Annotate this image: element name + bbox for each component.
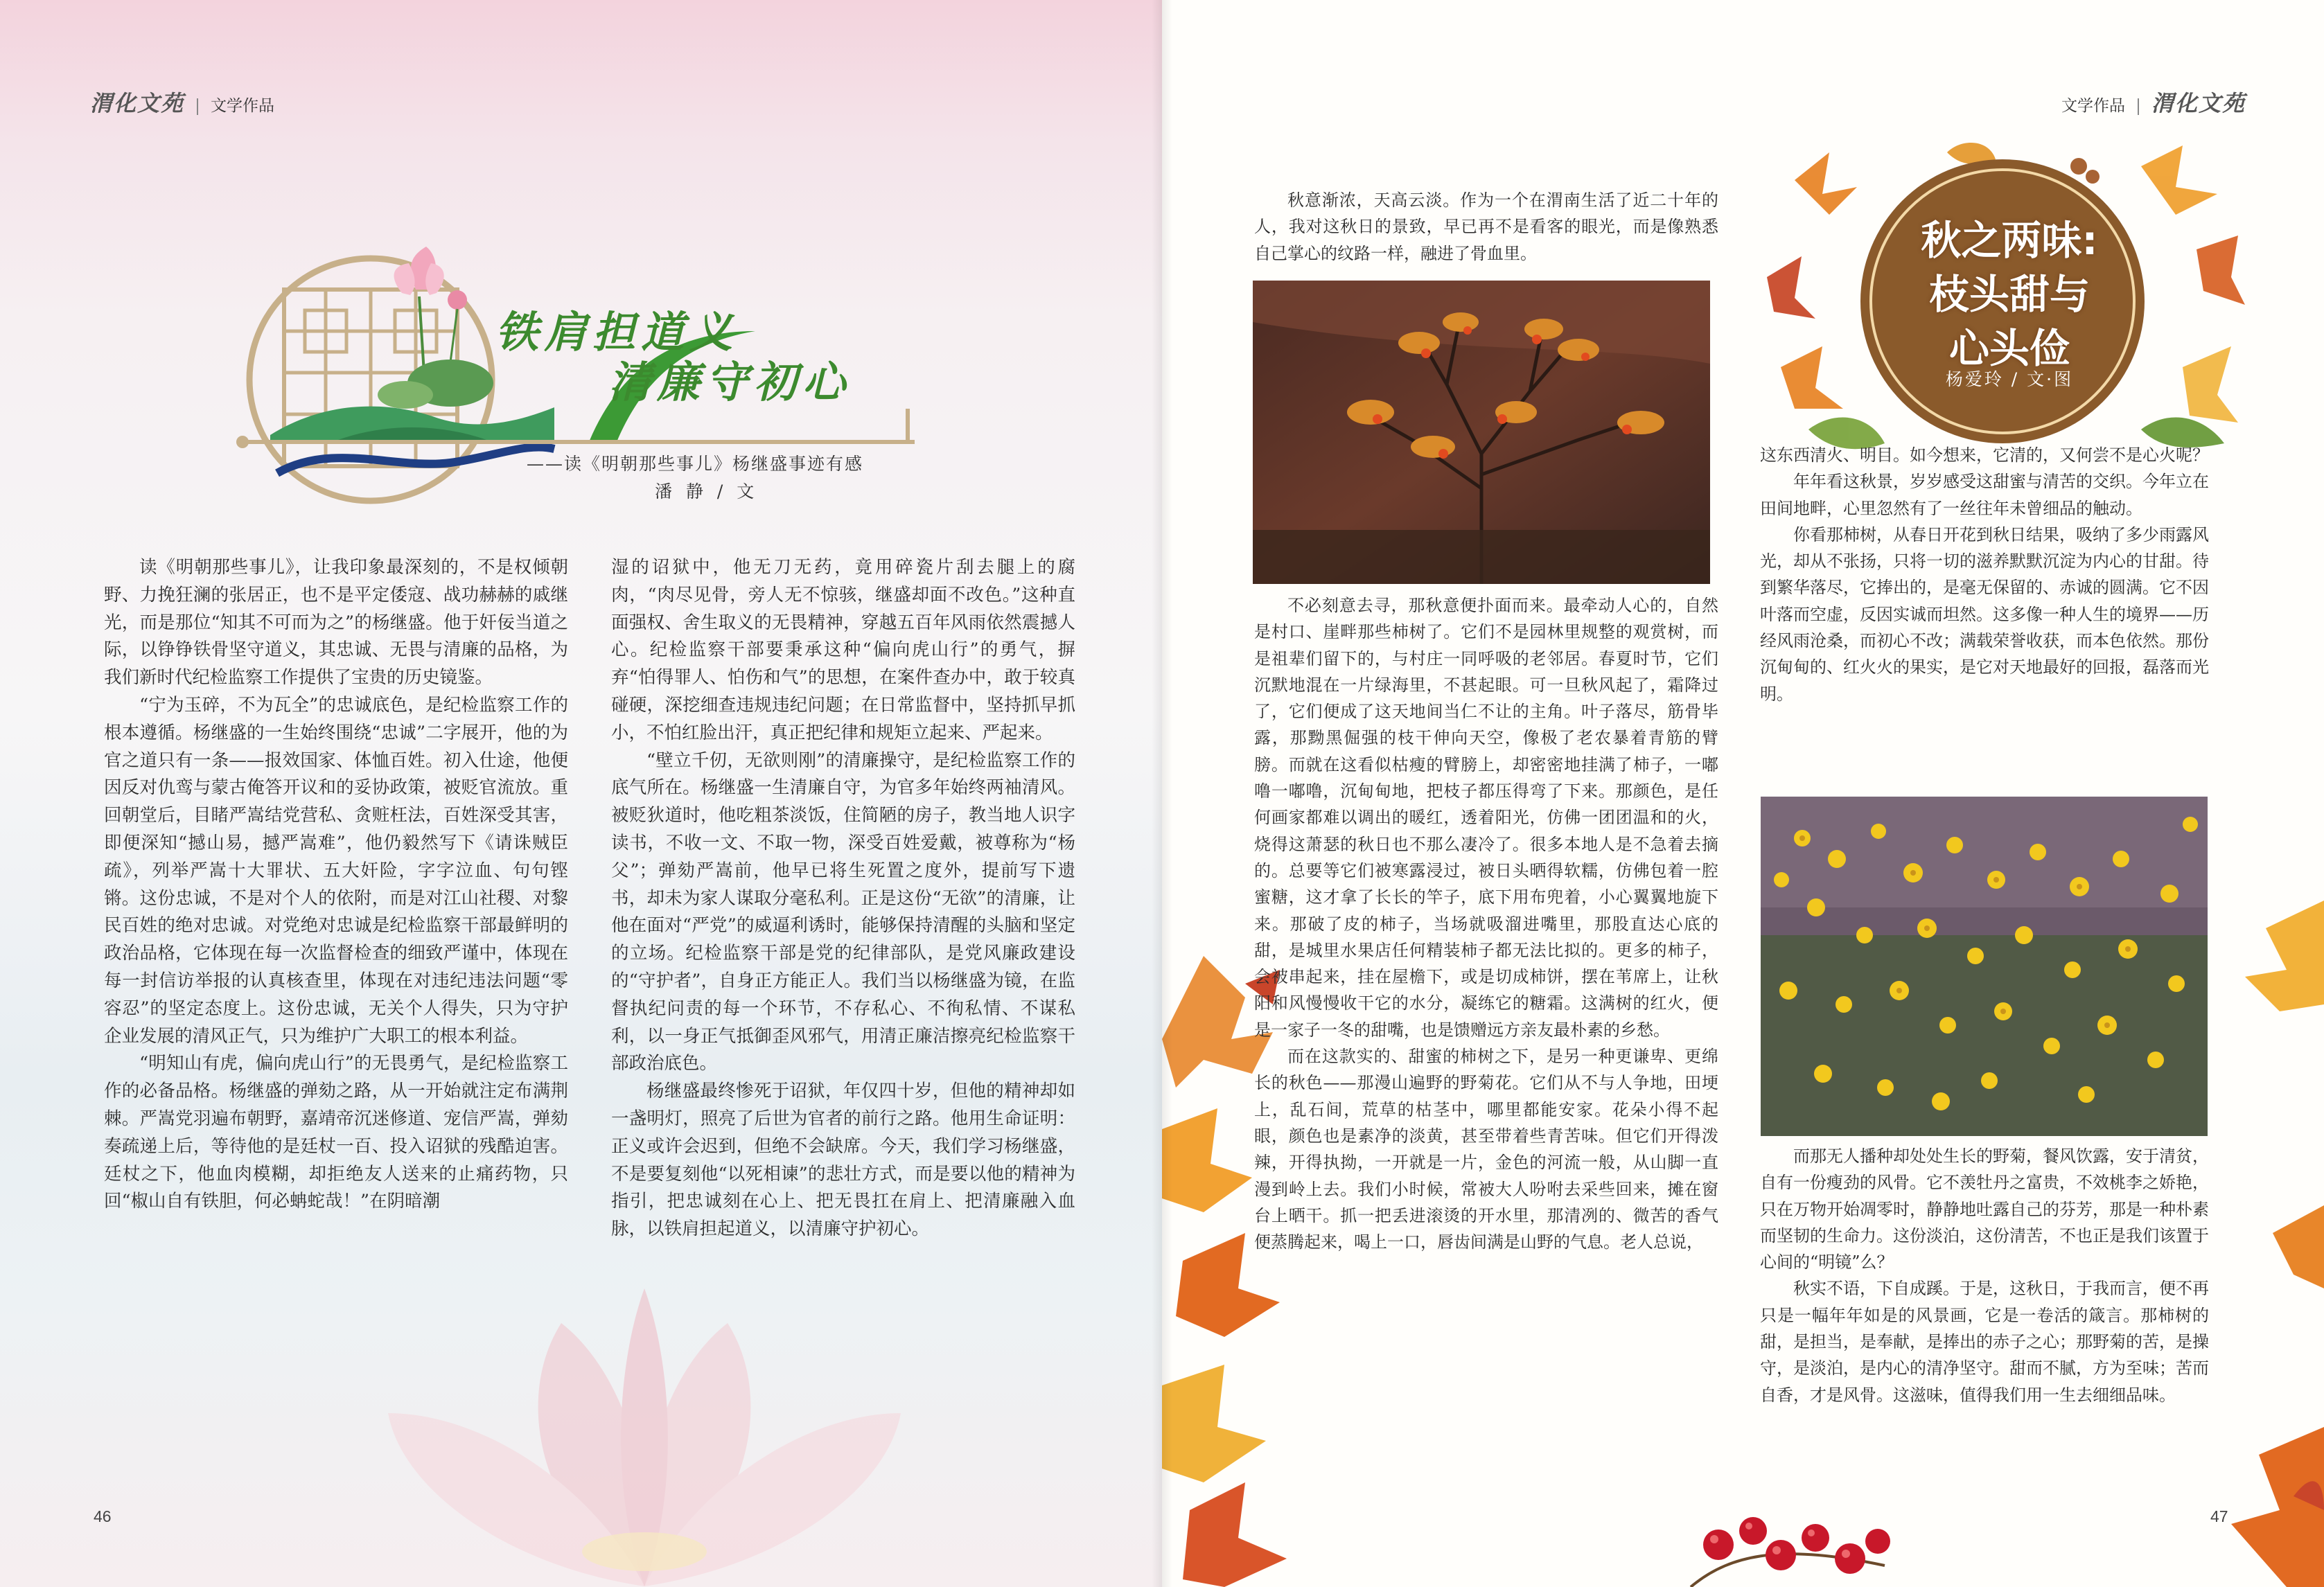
right-column-2-top <box>1760 442 2209 707</box>
paragraph: 读《明朝那些事儿》，让我印象最深刻的，不是权倾朝野、力挽狂澜的张居正，也不是平定倭寇、战功赫赫的戚继光，而是那位“知其不可而为之”的杨继盛。他于奸佞当道之际，以铮铮铁骨坚守道义，其忠诚、无畏与清廉的品格，为我们新时代纪检监察工作提供了宝贵的历史镜鉴。 <box>104 557 568 689</box>
paragraph: 杨继盛最终惨死于诏狱，年仅四十岁，但他的精神却如一盏明灯，照亮了后世为官者的前行之路。他用生命证明：正义或许会迟到，但绝不会缺席。今天，我们学习杨继盛，不是要复刻他“以死相谏”的悲壮方式，而是要以他的精神为指引，把忠诚刻在心上、把无畏扛在肩上、把清廉融入血脉，以铁肩担起道义，以清廉守护初心。 <box>611 1081 1075 1240</box>
persimmon-tree-photo <box>1253 281 1710 584</box>
article-title-line1: 铁肩担道义 <box>495 307 739 357</box>
paragraph: “壁立千仞，无欲则刚”的清廉操守，是纪检监察工作的底气所在。杨继盛一生清廉自守，为官多年始终两袖清风。被贬狄道时，他吃粗茶淡饭，住简陋的房子，教当地人识字读书，不收一文、不取一物，深受百姓爱戴，被尊称为“杨父”；弹劾严嵩前，他早已将生死置之度外，提前写下遗书，却未为家人谋取分毫私利。正是这份“无欲”的清廉，让他在面对“严党”的威逼利诱时，能够保持清醒的头脑和坚定的立场。纪检监察干部是党的纪律部队，是党风廉政建设的“守护者”，自身正方能正人。我们当以杨继盛为镜，在监督执纪问责的每一个环节，不存私心、不徇私情、不谋私利，以一身正气抵御歪风邪气，用清正廉洁擦亮纪检监察干部政治底色。 <box>611 750 1075 1074</box>
article-author: 潘 静 / 文 <box>655 481 759 502</box>
divider <box>2138 98 2139 115</box>
section-label: 文学作品 <box>211 96 275 114</box>
article-title-line2: 清廉守初心 <box>608 357 852 407</box>
left-column-1 <box>104 554 568 1216</box>
left-column-2 <box>611 554 1075 1243</box>
paragraph: 而那无人播种却处处生长的野菊，餐风饮露，安于清贫，自有一份瘦劲的风骨。它不羡牡丹之富贵，不效桃李之娇艳，只在万物开始凋零时，静静地吐露自己的芬芳，那是一种朴素而坚韧的生命力。这份淡泊，这份清苦，不也正是我们该置于心间的“明镜”么？ <box>1760 1146 2209 1273</box>
red-berries-icon <box>1677 1489 1905 1587</box>
paragraph: 不必刻意去寻，那秋意便扑面而来。最牵动人心的，自然是村口、崖畔那些柿树了。它们不是园林里规整的观赏树，而是祖辈们留下的，与村庄一同呼吸的老邻居。春夏时节，它们沉默地混在一片绿海里，不甚起眼。可一旦秋风起了，霜降过了，它们便成了这天地间当仁不让的主角。叶子落尽，筋骨毕露，那黝黑倔强的枝干伸向天空，像极了老农暴着青筋的臂膀。而就在这看似枯瘦的臂膀上，却密密地挂满了柿子，一嘟噜一嘟噜，沉甸甸地，把枝子都压得弯了下来。那颜色，是任何画家都难以调出的暖红，透着阳光，仿佛一团团温和的火，烧得这萧瑟的秋日也不那么凄冷了。很多本地人是不急着去摘的。总要等它们被寒露浸过，被日头晒得软糯，仿佛包着一腔蜜糖，这才拿了长长的竿子，底下用布兜着，小心翼翼地旋下来。那破了皮的柿子，当场就吸溜进嘴里，那股直达心底的甜，是城里水果店任何精装柿子都无法比拟的。更多的柿子，会被串起来，挂在屋檐下，或是切成柿饼，摆在苇席上，让秋阳和风慢慢收干它的水分，凝练它的糖霜。这满树的红火，便是一家子一冬的甜嘴，也是馈赠远方亲友最朴素的乡愁。 <box>1254 596 1718 1040</box>
paragraph: 年年看这秋景，岁岁感受这甜蜜与清苦的交织。今年立在田间地畔，心里忽然有了一丝往年未曾细品的触动。 <box>1760 472 2209 518</box>
section-label: 文学作品 <box>2061 96 2125 114</box>
paragraph: 而在这款实的、甜蜜的柿树之下，是另一种更谦卑、更绵长的秋色——那漫山遍野的野菊花。它们从不与人争地，田埂上，乱石间，荒草的枯茎中，哪里都能安家。花朵小得不起眼，颜色也是素净的淡黄，甚至带着些青苦味。但它们开得泼辣，开得执拗，一开就是一片，金色的河流一般，从山脚一直漫到岭上去。我们小时候，常被大人吩咐去采些回来，摊在窗台上晒干。抓一把丢进滚烫的开水里，那清冽的、微苦的香气便蒸腾起来，喝上一口，唇齿间满是山野的气息。老人总说， <box>1254 1047 1718 1252</box>
book-spine-shadow <box>1152 0 1172 1587</box>
paragraph: 秋实不语，下自成蹊。于是，这秋日，于我而言，便不再只是一幅年年如是的风景画，它是一卷活的箴言。那柿树的甜，是担当，是奉献，是捧出的赤子之心；那野菊的苦，是操守，是淡泊，是内心的清净坚守。甜而不腻，方为至味；苦而自香，才是风骨。这滋味，值得我们用一生去细细品味。 <box>1760 1279 2209 1405</box>
right-column-1-top <box>1254 187 1718 267</box>
right-article-author: 杨爱玲 / 文·图 <box>1945 369 2074 389</box>
page-number-right: 47 <box>2210 1507 2228 1525</box>
right-column-2-bottom <box>1760 1143 2209 1408</box>
divider <box>197 98 198 115</box>
running-head-left <box>90 86 274 118</box>
paragraph: “宁为玉碎，不为瓦全”的忠诚底色，是纪检监察工作的根本遵循。杨继盛的一生始终围绕“忠诚”二字展开，他的为官之道只有一条——报效国家、体恤百姓。初入仕途，他便因反对仇鸾与蒙古俺答开议和的妥协政策，被贬官流放。重回朝堂后，目睹严嵩结党营私、贪赃枉法，百姓深受其害，即便深知“撼山易，撼严嵩难”，他仍毅然写下《请诛贼臣疏》，列举严嵩十大罪状、五大奸险，字字泣血、句句铿锵。这份忠诚，不是对个人的依附，而是对江山社稷、对黎民百姓的绝对忠诚。对党绝对忠诚是纪检监察干部最鲜明的政治品格，它体现在每一次监督检查的细致严谨中，体现在每一封信访举报的认真核查里，体现在对违纪违法问题“零容忍”的坚定态度上。这份忠诚，无关个人得失，只为守护企业发展的清风正气，只为维护广大职工的根本利益。 <box>104 694 568 1047</box>
paragraph: 秋意渐浓，天高云淡。作为一个在渭南生活了近二十年的人，我对这秋日的景致，早已再不是看客的眼光，而是像熟悉自己掌心的纹路一样，融进了骨血里。 <box>1254 190 1718 263</box>
paragraph: 你看那柿树，从春日开花到秋日结果，吸纳了多少雨露风光，却从不张扬，只将一切的滋养默默沉淀为内心的甘甜。待到繁华落尽，它捧出的，是毫无保留的、赤诚的圆满。它不因叶落而空虚，反因实诚而坦然。这多像一种人生的境界——历经风雨沧桑，而初心不改；满载荣誉收获，而本色依然。那份沉甸甸的、红火火的果实，是它对天地最好的回报，磊落而光明。 <box>1760 524 2209 704</box>
magazine-logo: 渭化文苑 <box>90 90 185 116</box>
paragraph: “明知山有虎，偏向虎山行”的无畏勇气，是纪检监察工作的必备品格。杨继盛的弹劾之路，从一开始就注定布满荆棘。严嵩党羽遍布朝野，嘉靖帝沉迷修道、宠信严嵩，弹劾奏疏递上后，等待他的是廷杖一百、投入诏狱的残酷迫害。廷杖之下，他血肉模糊，却拒绝友人送来的止痛药物，只回“椒山自有铁胆，何必蚺蛇哉！”在阴暗潮 <box>104 1053 568 1212</box>
lotus-leaf-icon <box>378 360 493 409</box>
page-number-left: 46 <box>94 1507 112 1525</box>
article-subtitle: ——读《明朝那些事儿》杨继盛事迹有感 <box>527 454 864 474</box>
badge-title-line3: 心头俭 <box>1948 325 2070 372</box>
running-head-right <box>2061 86 2246 118</box>
badge-title-line2: 枝头甜与 <box>1928 271 2090 318</box>
right-column-1-bottom <box>1254 592 1718 1255</box>
right-edge-leaves-icon <box>2203 901 2324 1587</box>
paragraph: 湿的诏狱中，他无刀无药，竟用碎瓷片刮去腿上的腐肉，“肉尽见骨，旁人无不惊骇，继盛却面不改色。”这种直面强权、舍生取义的无畏精神，穿越五百年风雨依然震撼人心。纪检监察干部要秉承这种“偏向虎山行”的勇气，摒弃“怕得罪人、怕伤和气”的思想，在案件查办中，敢于较真碰硬，深挖细查违规违纪问题；在日常监督中，坚持抓早抓小，不怕红脸出汗，真正把纪律和规矩立起来、严起来。 <box>611 557 1075 743</box>
lotus-watermark-icon <box>333 1261 956 1587</box>
badge-title-line1: 秋之两味: <box>1921 217 2098 264</box>
wild-chrysanthemum-photo <box>1761 797 2208 1136</box>
magazine-logo: 渭化文苑 <box>2151 90 2246 116</box>
paragraph: 这东西清火、明目。如今想来，它清的，又何尝不是心火呢？ <box>1760 445 2209 465</box>
